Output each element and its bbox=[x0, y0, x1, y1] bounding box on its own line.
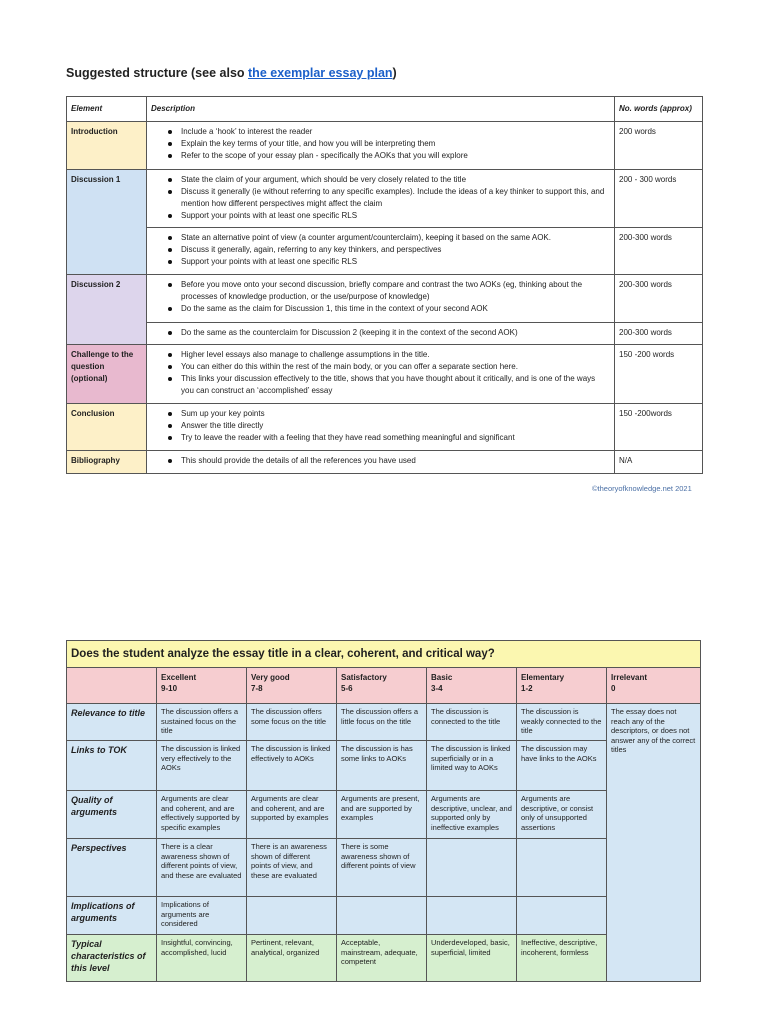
irrelevant-descriptor: The essay does not reach any of the descriptors, or does not answer any of the correct titles bbox=[607, 704, 701, 982]
heading-text: Suggested structure (see also bbox=[66, 66, 249, 80]
description-discussion-1 bbox=[147, 170, 615, 228]
words-discussion-1-counter: 200-300 words bbox=[615, 228, 703, 275]
row-introduction bbox=[67, 122, 703, 170]
level-satisfactory bbox=[337, 668, 427, 704]
rubric-row-typical bbox=[67, 935, 701, 982]
rubric-row-relevance bbox=[67, 704, 701, 741]
assessment-rubric-table bbox=[66, 640, 701, 982]
rubric-cell: The discussion is weakly connected to the title bbox=[517, 704, 607, 741]
criterion-links-tok: Links to TOK bbox=[67, 741, 157, 791]
criterion-relevance: Relevance to title bbox=[67, 704, 157, 741]
element-discussion-2: Discussion 2 bbox=[67, 275, 147, 345]
rubric-cell: The discussion is connected to the title bbox=[427, 704, 517, 741]
criterion-implications: Implications of arguments bbox=[67, 897, 157, 935]
bullet: Before you move onto your second discussion, briefly compare and contrast the two AOKs (eg, thinking about the processes of knowledge production, or the use/purpose of knowledge) bbox=[181, 279, 610, 303]
criterion-quality: Quality of arguments bbox=[67, 791, 157, 839]
rubric-cell bbox=[337, 897, 427, 935]
words-challenge: 150 -200 words bbox=[615, 345, 703, 404]
level-range: 3-4 bbox=[431, 684, 443, 693]
words-introduction: 200 words bbox=[615, 122, 703, 170]
bullet: Higher level essays also manage to challenge assumptions in the title. bbox=[181, 349, 610, 361]
row-conclusion bbox=[67, 404, 703, 451]
rubric-row-perspectives bbox=[67, 839, 701, 897]
bullet: Discuss it generally (ie without referring to any specific examples). Include the ideas of a key thinker to support this, and mention how different perspectives might affect the claim bbox=[181, 186, 610, 210]
header-element: Element bbox=[67, 97, 147, 122]
bullet: Support your points with at least one specific RLS bbox=[181, 210, 610, 222]
level-elementary bbox=[517, 668, 607, 704]
description-discussion-1-counter bbox=[147, 228, 615, 275]
words-discussion-1: 200 - 300 words bbox=[615, 170, 703, 228]
row-discussion-1-counter bbox=[67, 228, 703, 275]
row-discussion-2 bbox=[67, 275, 703, 323]
element-introduction: Introduction bbox=[67, 122, 147, 170]
copyright-credit: ©theoryofknowledge.net 2021 bbox=[592, 484, 692, 493]
rubric-cell: There is a clear awareness shown of different points of view, and these are evaluated bbox=[157, 839, 247, 897]
bullet: Discuss it generally, again, referring to any key thinkers, and perspectives bbox=[181, 244, 610, 256]
description-conclusion bbox=[147, 404, 615, 451]
rubric-cell: The discussion is linked superficially or in a limited way to AOKs bbox=[427, 741, 517, 791]
rubric-cell: Arguments are descriptive, or consist only of unsupported assertions bbox=[517, 791, 607, 839]
levels-corner bbox=[67, 668, 157, 704]
header-description: Description bbox=[147, 97, 615, 122]
heading-close: ) bbox=[392, 66, 397, 80]
bullet: You can either do this within the rest of the main body, or you can offer a separate section here. bbox=[181, 361, 610, 373]
level-name: Very good bbox=[251, 673, 290, 682]
element-discussion-1: Discussion 1 bbox=[67, 170, 147, 275]
words-discussion-2-counter: 200-300 words bbox=[615, 323, 703, 345]
description-challenge bbox=[147, 345, 615, 404]
level-name: Elementary bbox=[521, 673, 565, 682]
row-bibliography bbox=[67, 451, 703, 474]
row-discussion-1 bbox=[67, 170, 703, 228]
level-range: 0 bbox=[611, 684, 616, 693]
bullet: State the claim of your argument, which should be very closely related to the title bbox=[181, 174, 610, 186]
description-bibliography bbox=[147, 451, 615, 474]
rubric-cell: Acceptable, mainstream, adequate, competent bbox=[337, 935, 427, 982]
rubric-cell: Arguments are clear and coherent, and are effectively supported by specific examples bbox=[157, 791, 247, 839]
bullet: This links your discussion effectively to the title, shows that you have thought about it critically, and is one of the ways you can construct an ‘accomplished’ essay bbox=[181, 373, 610, 397]
criterion-perspectives: Perspectives bbox=[67, 839, 157, 897]
rubric-cell: There is some awareness shown of different points of view bbox=[337, 839, 427, 897]
rubric-cell bbox=[517, 839, 607, 897]
rubric-cell: The discussion offers a little focus on the title bbox=[337, 704, 427, 741]
level-excellent bbox=[157, 668, 247, 704]
criterion-typical: Typical characteristics of this level bbox=[67, 935, 157, 982]
words-conclusion: 150 -200words bbox=[615, 404, 703, 451]
rubric-cell: There is an awareness shown of different points of view, and these are evaluated bbox=[247, 839, 337, 897]
level-name: Excellent bbox=[161, 673, 197, 682]
bullet: Try to leave the reader with a feeling that they have read something meaningful and significant bbox=[181, 432, 610, 444]
description-introduction bbox=[147, 122, 615, 170]
bullet: Do the same as the claim for Discussion 1, this time in the context of your second AOK bbox=[181, 303, 610, 315]
rubric-cell: The discussion is linked very effectively to the AOKs bbox=[157, 741, 247, 791]
rubric-row-implications bbox=[67, 897, 701, 935]
rubric-cell: The discussion offers some focus on the title bbox=[247, 704, 337, 741]
level-range: 9-10 bbox=[161, 684, 178, 693]
exemplar-essay-plan-link[interactable]: the exemplar essay plan bbox=[248, 66, 393, 80]
rubric-cell: The discussion is has some links to AOKs bbox=[337, 741, 427, 791]
level-name: Basic bbox=[431, 673, 453, 682]
element-bibliography: Bibliography bbox=[67, 451, 147, 474]
words-discussion-2: 200-300 words bbox=[615, 275, 703, 323]
element-conclusion: Conclusion bbox=[67, 404, 147, 451]
bullet: Answer the title directly bbox=[181, 420, 610, 432]
rubric-cell: The discussion offers a sustained focus on the title bbox=[157, 704, 247, 741]
rubric-row-quality bbox=[67, 791, 701, 839]
essay-structure-table bbox=[66, 96, 703, 474]
level-range: 1-2 bbox=[521, 684, 533, 693]
level-very-good bbox=[247, 668, 337, 704]
rubric-cell: The discussion may have links to the AOKs bbox=[517, 741, 607, 791]
level-name: Satisfactory bbox=[341, 673, 387, 682]
level-range: 5-6 bbox=[341, 684, 353, 693]
bullet: Support your points with at least one specific RLS bbox=[181, 256, 610, 268]
description-discussion-2-counter bbox=[147, 323, 615, 345]
rubric-cell: Arguments are clear and coherent, and are supported by examples bbox=[247, 791, 337, 839]
page-heading bbox=[66, 66, 397, 80]
bullet: Include a ‘hook’ to interest the reader bbox=[181, 126, 610, 138]
rubric-cell bbox=[427, 897, 517, 935]
words-bibliography: N/A bbox=[615, 451, 703, 474]
rubric-cell: Arguments are present, and are supported by examples bbox=[337, 791, 427, 839]
rubric-cell: Ineffective, descriptive, incoherent, formless bbox=[517, 935, 607, 982]
rubric-cell bbox=[427, 839, 517, 897]
bullet: This should provide the details of all the references you have used bbox=[181, 455, 610, 467]
rubric-cell: The discussion is linked effectively to AOKs bbox=[247, 741, 337, 791]
rubric-cell: Underdeveloped, basic, superficial, limited bbox=[427, 935, 517, 982]
rubric-cell: Pertinent, relevant, analytical, organized bbox=[247, 935, 337, 982]
rubric-levels-row bbox=[67, 668, 701, 704]
level-irrelevant bbox=[607, 668, 701, 704]
bullet: Refer to the scope of your essay plan - specifically the AOKs that you will explore bbox=[181, 150, 610, 162]
rubric-cell: Insightful, convincing, accomplished, lucid bbox=[157, 935, 247, 982]
rubric-row-links-tok bbox=[67, 741, 701, 791]
rubric-cell bbox=[517, 897, 607, 935]
rubric-question-row bbox=[67, 641, 701, 668]
bullet: Do the same as the counterclaim for Discussion 2 (keeping it in the context of the second AOK) bbox=[181, 327, 610, 339]
bullet: State an alternative point of view (a counter argument/counterclaim), keeping it based on the same AOK. bbox=[181, 232, 610, 244]
level-range: 7-8 bbox=[251, 684, 263, 693]
level-basic bbox=[427, 668, 517, 704]
rubric-cell: Arguments are descriptive, unclear, and supported only by ineffective examples bbox=[427, 791, 517, 839]
bullet: Explain the key terms of your title, and how you will be interpreting them bbox=[181, 138, 610, 150]
level-name: Irrelevant bbox=[611, 673, 648, 682]
rubric-question: Does the student analyze the essay title in a clear, coherent, and critical way? bbox=[67, 641, 701, 668]
description-discussion-2 bbox=[147, 275, 615, 323]
bullet: Sum up your key points bbox=[181, 408, 610, 420]
rubric-cell: Implications of arguments are considered bbox=[157, 897, 247, 935]
structure-header-row bbox=[67, 97, 703, 122]
rubric-cell bbox=[247, 897, 337, 935]
row-challenge bbox=[67, 345, 703, 404]
element-challenge: Challenge to the question (optional) bbox=[67, 345, 147, 404]
row-discussion-2-counter bbox=[67, 323, 703, 345]
header-words: No. words (approx) bbox=[615, 97, 703, 122]
